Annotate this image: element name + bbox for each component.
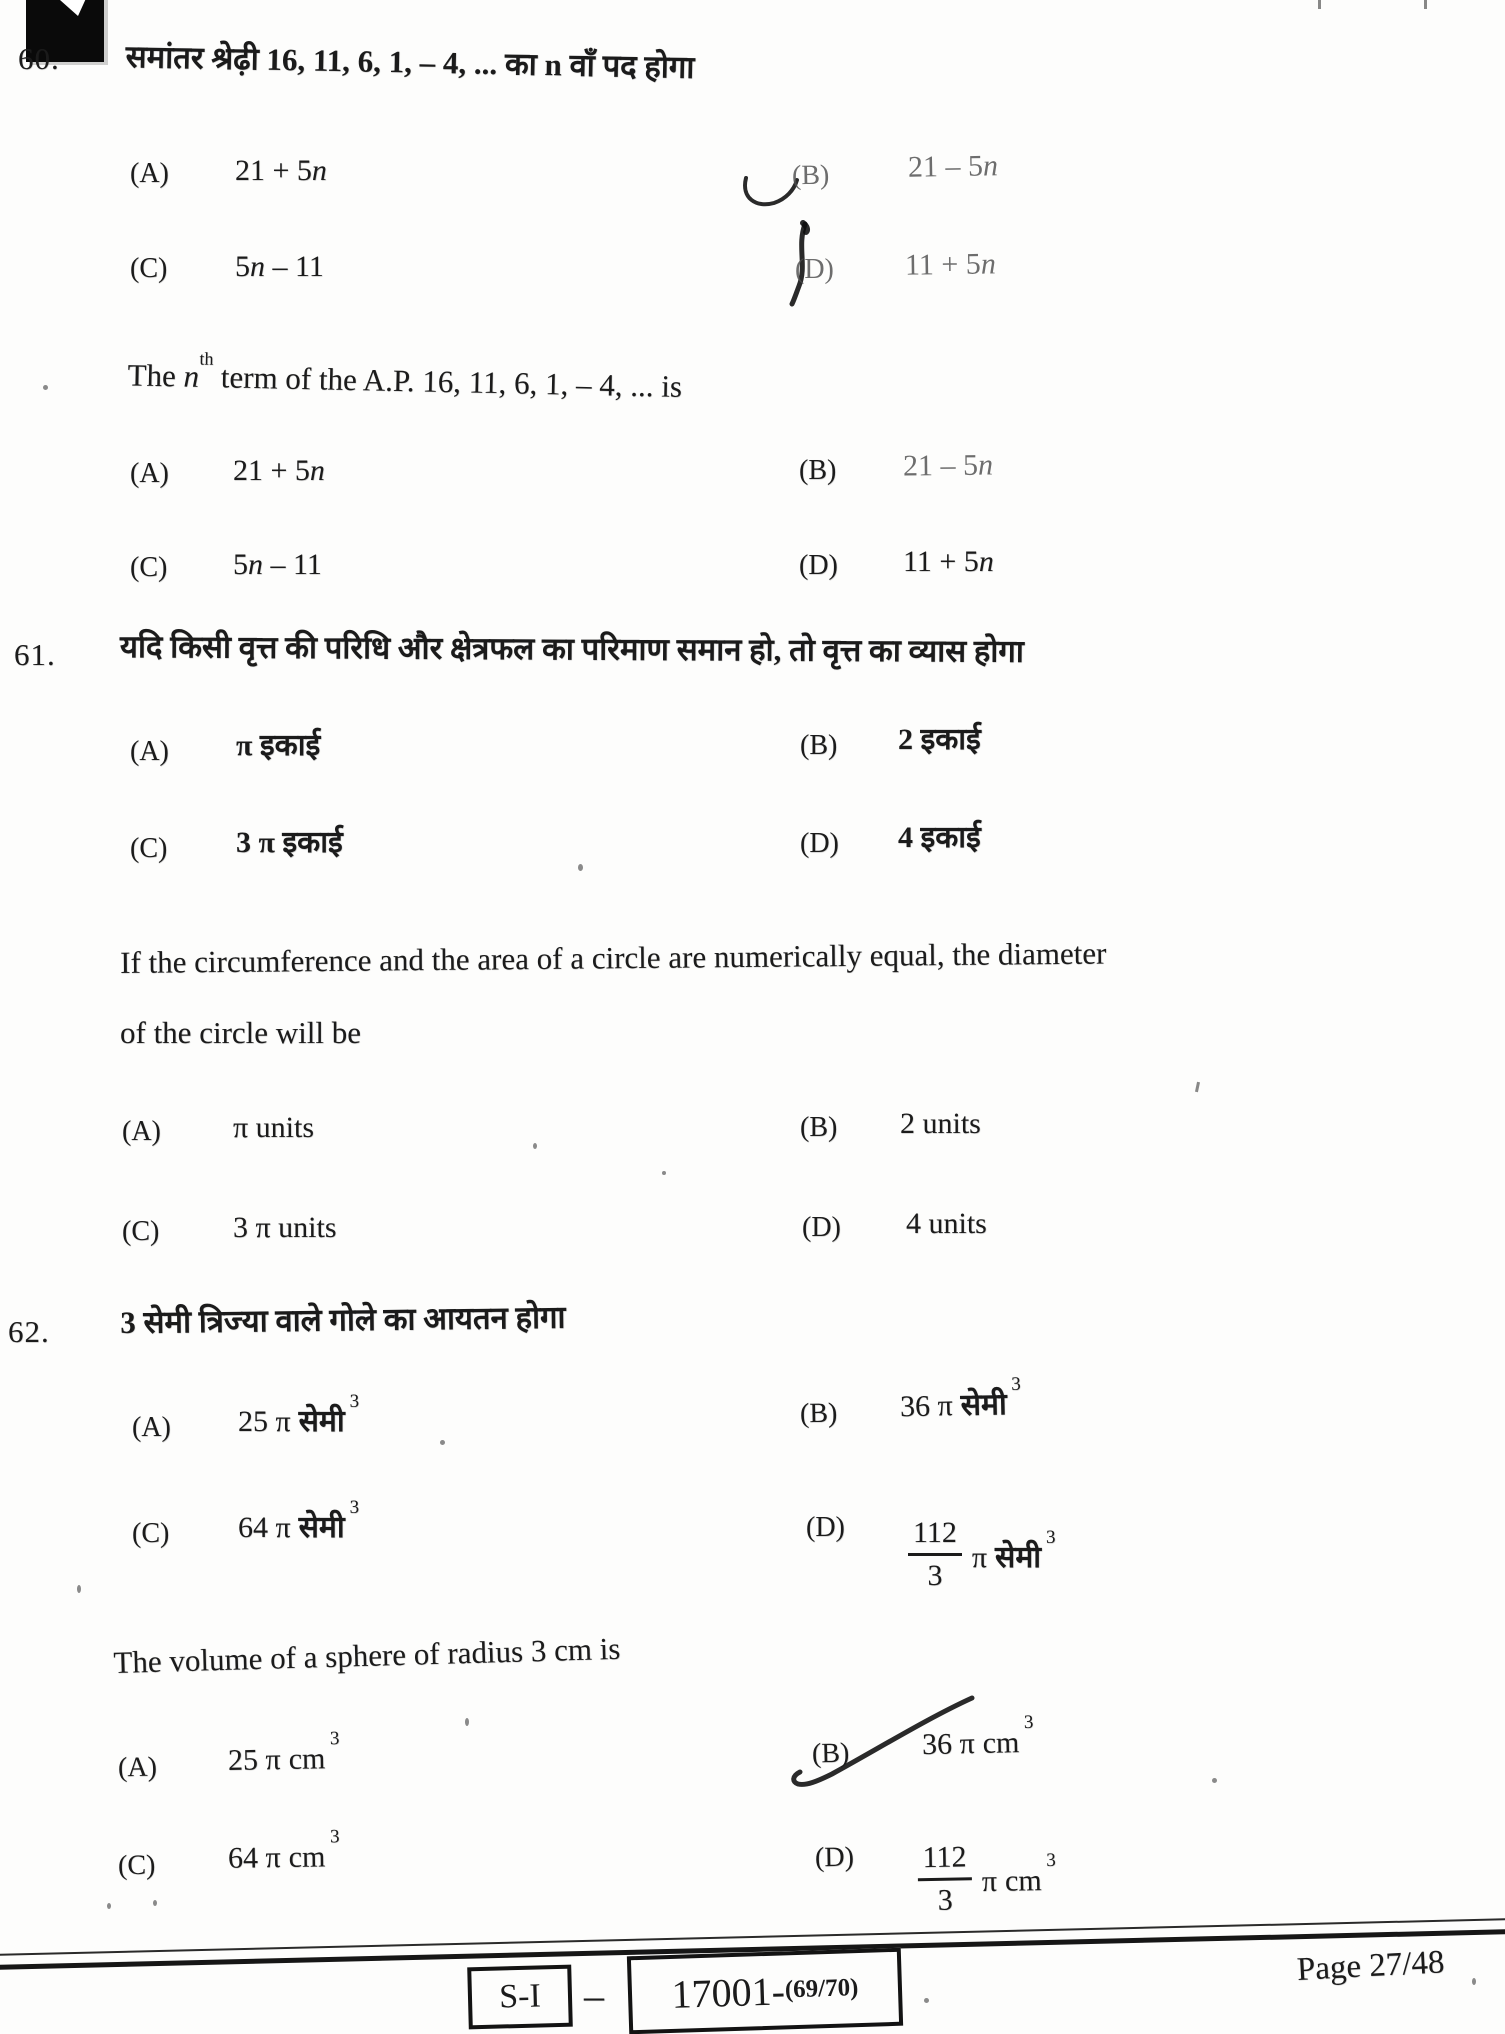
fraction-numerator: 112 (908, 1516, 962, 1556)
q62-hindi-option-d-label: (D) (806, 1512, 845, 1543)
scan-speck (662, 1171, 666, 1175)
question-60-english-text (127, 348, 683, 405)
scan-speck (1472, 1978, 1476, 1985)
unit: सेमी (298, 1405, 345, 1438)
question-61-english-line2: of the circle will be (120, 1015, 362, 1050)
superscript-3: 3 (1023, 1711, 1034, 1734)
question-62-hindi-text: 3 सेमी त्रिज्या वाले गोले का आयतन होगा (119, 1299, 566, 1340)
q62-hindi-option-d-value (908, 1516, 1056, 1598)
superscript-3: 3 (329, 1826, 340, 1848)
superscript-3: 3 (349, 1497, 360, 1518)
q60-english-option-d-label: (D) (799, 550, 838, 581)
scan-speck (440, 1440, 445, 1445)
q62-english-option-a-label: (A) (117, 1751, 158, 1784)
q61-hindi-option-d-value: 4 इकाई (898, 821, 981, 854)
unit: cm (288, 1742, 326, 1776)
coefficient: π (981, 1864, 998, 1899)
expression-variable: n (311, 154, 327, 187)
q60-hindi-option-d-label: (D) (795, 254, 834, 285)
superscript-3: 3 (329, 1728, 340, 1750)
q61-english-option-b-label: (B) (800, 1112, 838, 1143)
text-post: term of the A.P. 16, 11, 6, 1, – 4, ... is (212, 359, 683, 404)
fraction-denominator: 3 (937, 1883, 953, 1917)
expression-post: – 11 (265, 250, 324, 283)
q62-hindi-option-a-value (238, 1391, 360, 1439)
expression-variable: n (977, 448, 994, 482)
question-61-number: 61. (14, 637, 56, 672)
expression-pre: 21 + 5 (235, 154, 312, 187)
q61-english-option-a-value: π units (233, 1111, 314, 1144)
scan-speck (1424, 0, 1427, 9)
question-61-english-line1: If the circumference and the area of a circle are numerically equal, the diameter (119, 935, 1107, 980)
q60-english-option-b-value (903, 449, 993, 484)
expression-variable: n (250, 250, 265, 283)
q61-english-option-c-value: 3 π units (233, 1211, 337, 1244)
expression-variable: n (982, 149, 999, 183)
q61-hindi-option-a-value: π इकाई (236, 729, 321, 762)
unit: सेमी (960, 1388, 1007, 1422)
q61-hindi-option-a-label: (A) (130, 736, 169, 767)
q60-hindi-option-b-label: (B) (791, 159, 830, 192)
variable-n: n (183, 358, 200, 394)
scan-speck (77, 1585, 81, 1593)
q60-english-option-d-value (903, 545, 994, 579)
q61-english-option-a-label: (A) (122, 1116, 161, 1147)
scan-speck (1212, 1778, 1217, 1783)
paper-number: 17001- (670, 1967, 786, 2017)
footer-separator: – (584, 1973, 604, 2018)
q62-english-option-d-value (917, 1840, 1057, 1924)
scan-speck (43, 385, 48, 390)
q60-hindi-option-a-label: (A) (130, 158, 169, 189)
q61-english-option-d-label: (D) (802, 1212, 841, 1243)
question-60-hindi-text: समांतर श्रेढ़ी 16, 11, 6, 1, – 4, ... का n वाँ पद होगा (125, 39, 695, 85)
scan-speck (533, 1143, 537, 1149)
q60-hindi-option-c-value (235, 250, 324, 284)
q61-hindi-option-b-value: 2 इकाई (898, 723, 981, 756)
scan-speck (465, 1718, 469, 1726)
q62-hindi-option-b-label: (B) (799, 1397, 838, 1430)
scan-speck (924, 1998, 929, 2003)
question-62-english-text: The volume of a sphere of radius 3 cm is (112, 1630, 621, 1680)
expression-variable: n (248, 548, 263, 581)
expression-variable: n (980, 247, 997, 281)
fraction-denominator: 3 (927, 1558, 943, 1592)
expression-pre: 21 – 5 (902, 448, 979, 483)
superscript-3: 3 (349, 1391, 360, 1412)
expression-variable: n (978, 545, 994, 578)
q61-hindi-option-c-value: 3 π इकाई (236, 826, 343, 859)
unit: cm (982, 1726, 1020, 1760)
superscript-th: th (199, 348, 214, 369)
superscript-3: 3 (1046, 1849, 1056, 1871)
text-pre: The (127, 357, 184, 394)
q60-hindi-option-c-label: (C) (130, 253, 168, 284)
coefficient: 64 π (238, 1511, 291, 1544)
fraction (908, 1516, 962, 1592)
q61-hindi-option-b-label: (B) (800, 730, 838, 761)
scan-speck (107, 1903, 111, 1909)
coefficient: 25 π (238, 1405, 291, 1438)
unit: cm (288, 1840, 326, 1874)
question-62-number: 62. (8, 1314, 50, 1349)
expression-pre: 5 (235, 250, 250, 283)
fraction-numerator: 112 (917, 1840, 972, 1881)
expression-variable: n (309, 454, 325, 487)
q62-english-option-a-value (227, 1728, 340, 1778)
unit: cm (1004, 1864, 1042, 1898)
q62-english-option-c-value (227, 1826, 340, 1875)
coefficient: 36 π (921, 1727, 976, 1762)
q62-english-option-c-label: (C) (117, 1849, 156, 1882)
q62-hindi-option-b-value (899, 1373, 1022, 1424)
question-61-hindi-text: यदि किसी वृत्त की परिधि और क्षेत्रफल का परिमाण समान हो, तो वृत्त का व्यास होगा (119, 629, 1024, 669)
scan-speck (1195, 1082, 1200, 1092)
q60-hindi-option-a-value (235, 154, 327, 188)
q60-hindi-option-d-value (905, 247, 996, 282)
expression-pre: 5 (233, 548, 248, 581)
q62-hindi-option-a-label: (A) (132, 1412, 171, 1443)
q60-english-option-b-label: (B) (799, 455, 837, 486)
superscript-3: 3 (1046, 1526, 1056, 1548)
q62-english-option-d-label: (D) (814, 1841, 855, 1874)
coefficient: 36 π (899, 1389, 954, 1424)
expression-post: – 11 (263, 548, 322, 581)
coefficient: 25 π (227, 1743, 281, 1777)
scan-speck (578, 864, 583, 871)
q60-english-option-a-value (233, 454, 325, 488)
expression-pre: 21 + 5 (233, 454, 310, 487)
series-code: S-I (498, 1977, 542, 2016)
q60-hindi-option-b-value (908, 149, 999, 184)
q60-english-option-a-label: (A) (130, 458, 169, 489)
question-60-number: 60. (18, 41, 60, 76)
q61-hindi-option-c-label: (C) (130, 833, 168, 864)
unit: सेमी (298, 1511, 345, 1544)
superscript-3: 3 (1011, 1373, 1021, 1395)
q61-english-option-c-label: (C) (122, 1216, 160, 1247)
q62-english-option-b-value (921, 1711, 1035, 1762)
q60-english-option-c-value (233, 548, 322, 582)
expression-pre: 11 + 5 (903, 545, 979, 578)
scan-speck (1318, 0, 1321, 9)
coefficient: 64 π (227, 1841, 281, 1875)
q62-english-option-b-label: (B) (811, 1737, 850, 1770)
q60-english-option-c-label: (C) (130, 552, 168, 583)
paper-number-box (627, 1948, 903, 2034)
page-number-label: Page 27/48 (1296, 1944, 1446, 1988)
scan-speck (153, 1900, 157, 1906)
unit: सेमी (995, 1540, 1042, 1574)
expression-pre: 21 – 5 (907, 149, 984, 184)
series-code-box (467, 1965, 573, 2030)
q62-hindi-option-c-value (238, 1497, 360, 1545)
paper-suffix: (69/70) (784, 1974, 859, 2004)
q61-english-option-b-value: 2 units (900, 1107, 981, 1140)
q62-hindi-option-c-label: (C) (132, 1518, 170, 1549)
q61-english-option-d-value: 4 units (906, 1207, 987, 1240)
expression-pre: 11 + 5 (904, 247, 982, 282)
fraction (917, 1840, 972, 1917)
q61-hindi-option-d-label: (D) (800, 828, 839, 859)
coefficient: π (971, 1540, 988, 1574)
